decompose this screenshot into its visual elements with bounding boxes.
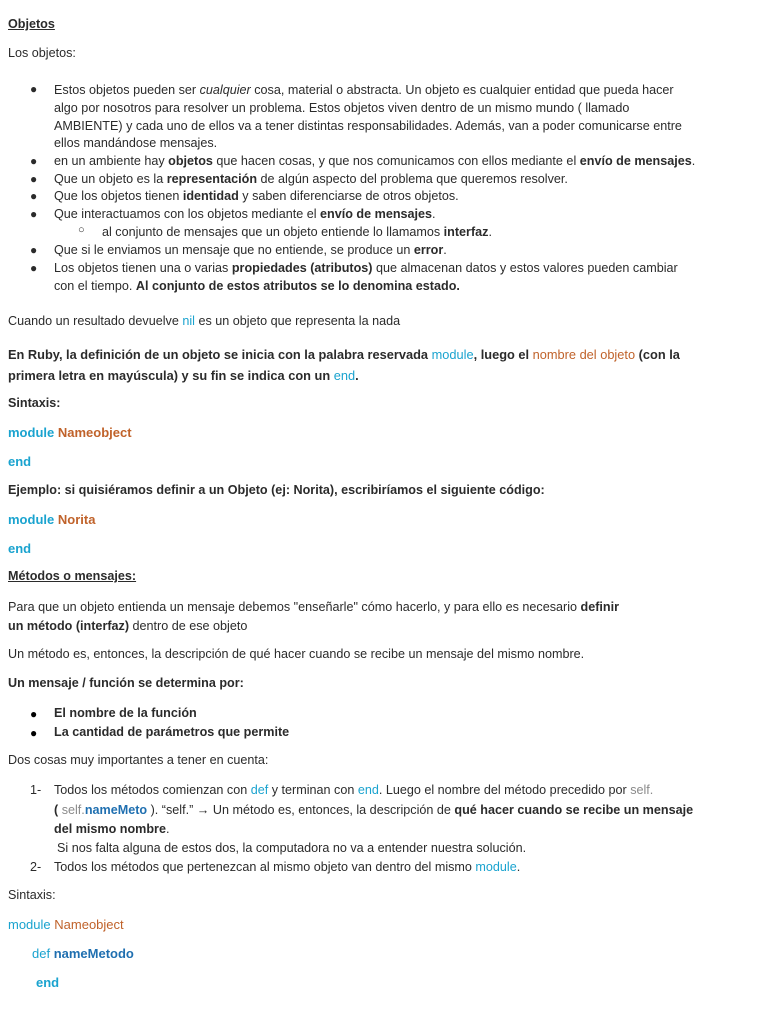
bullet-4: Que los objetos tienen identidad y saben diferenciarse de otros objetos. xyxy=(54,189,459,203)
mensaje-determina-label: Un mensaje / función se determina por: xyxy=(8,676,244,690)
arrow-icon: → xyxy=(196,803,210,817)
bullet-3: Que un objeto es la representación de algún aspecto del problema que queremos resolver. xyxy=(54,172,568,186)
code-block-1-line-1: module Nameobject xyxy=(8,425,132,440)
bullet-icon: ● xyxy=(30,207,38,221)
bullet-icon: ● xyxy=(30,243,38,257)
section-title-objetos: Objetos xyxy=(8,17,55,31)
metodo-es-paragraph: Un método es, entonces, la descripción de qué hacer cuando se recibe un mensaje del mismo nombre. xyxy=(8,647,585,661)
numbered-item-2: Todos los métodos que pertenezcan al mismo objeto van dentro del mismo module. xyxy=(54,860,521,874)
bullet-6: Que si le enviamos un mensaje que no entiende, se produce un error. xyxy=(54,243,447,257)
numbered-item-1-line-2: ( self.nameMeto ). “self.” → Un método es, entonces, la descripción de qué hacer cuando se recibe un mensaje xyxy=(54,803,694,817)
ruby-paragraph-line-2: primera letra en mayúscula) y su fin se indica con un end. xyxy=(8,368,359,383)
sintaxis-label-2: Sintaxis: xyxy=(8,888,56,902)
bullet-icon: ● xyxy=(30,189,38,203)
bullet-1-line-3: AMBIENTE) y cada uno de ellos va a tener distintas responsabilidades. Además, van a poder comunicarse entre xyxy=(54,119,682,133)
dos-cosas-paragraph: Dos cosas muy importantes a tener en cuenta: xyxy=(8,753,269,767)
bullet-icon: ● xyxy=(30,707,38,721)
numbered-item-1-line-4: Si nos falta alguna de estos dos, la computadora no va a entender nuestra solución. xyxy=(57,841,527,855)
numbered-marker-1: 1- xyxy=(30,783,42,797)
bullet-icon: ● xyxy=(30,172,38,186)
para-line-1: Para que un objeto entienda un mensaje debemos "enseñarle" cómo hacerlo, y para ello es necesario definir xyxy=(8,600,620,614)
code-block-2-line-1: module Norita xyxy=(8,512,96,527)
bullet-5-sub: al conjunto de mensajes que un objeto entiende lo llamamos interfaz. xyxy=(102,225,492,239)
numbered-item-1-line-1: Todos los métodos comienzan con def y terminan con end. Luego el nombre del método precedido por self. xyxy=(54,783,654,797)
sintaxis-label-1: Sintaxis: xyxy=(8,396,61,410)
ruby-paragraph-line-1: En Ruby, la definición de un objeto se inicia con la palabra reservada module, luego el nombre del objeto (con la xyxy=(8,347,680,362)
code-block-3-line-2: def nameMetodo xyxy=(32,946,134,961)
bullet-1-line-2: algo por nosotros para resolver un problema. Estos objetos viven dentro de un mismo mundo ( llamado xyxy=(54,101,630,115)
code-block-1-end: end xyxy=(8,454,32,469)
bullet-icon: ● xyxy=(30,726,38,740)
code-block-3-line-1: module Nameobject xyxy=(8,917,124,932)
section-title-metodos: Métodos o mensajes: xyxy=(8,569,137,583)
bullet-1-line-1: Estos objetos pueden ser cualquier cosa, material o abstracta. Un objeto es cualquier entidad que pueda hacer xyxy=(54,83,674,97)
bullet-icon: ● xyxy=(30,154,38,168)
bullet-1-line-4: ellos mandándose mensajes. xyxy=(54,136,218,150)
bullet-icon: ● xyxy=(30,261,38,275)
circle-bullet-icon: ○ xyxy=(78,224,85,236)
bullet-2: en un ambiente hay objetos que hacen cosas, y que nos comunicamos con ellos mediante el envío de mensajes. xyxy=(54,154,696,168)
nil-paragraph: Cuando un resultado devuelve nil es un objeto que representa la nada xyxy=(8,314,401,328)
bullet-icon: ● xyxy=(30,82,38,96)
code-block-2-end: end xyxy=(8,541,32,556)
bullet-7-line-1: Los objetos tienen una o varias propiedades (atributos) que almacenan datos y estos valores pueden cambiar xyxy=(54,261,678,275)
code-block-3-end: end xyxy=(36,975,60,990)
mensaje-bullet-2: La cantidad de parámetros que permite xyxy=(54,725,290,739)
numbered-item-1-line-3: del mismo nombre. xyxy=(54,822,170,836)
ejemplo-paragraph: Ejemplo: si quisiéramos definir a un Objeto (ej: Norita), escribiríamos el siguiente código: xyxy=(8,483,545,497)
intro-text: Los objetos: xyxy=(8,46,76,60)
bullet-7-line-2: con el tiempo. Al conjunto de estos atributos se lo denomina estado. xyxy=(54,279,460,293)
numbered-marker-2: 2- xyxy=(30,860,42,874)
bullet-5: Que interactuamos con los objetos mediante el envío de mensajes. xyxy=(54,207,436,221)
para-line-2: un método (interfaz) dentro de ese objeto xyxy=(8,619,248,633)
mensaje-bullet-1: El nombre de la función xyxy=(54,706,197,720)
